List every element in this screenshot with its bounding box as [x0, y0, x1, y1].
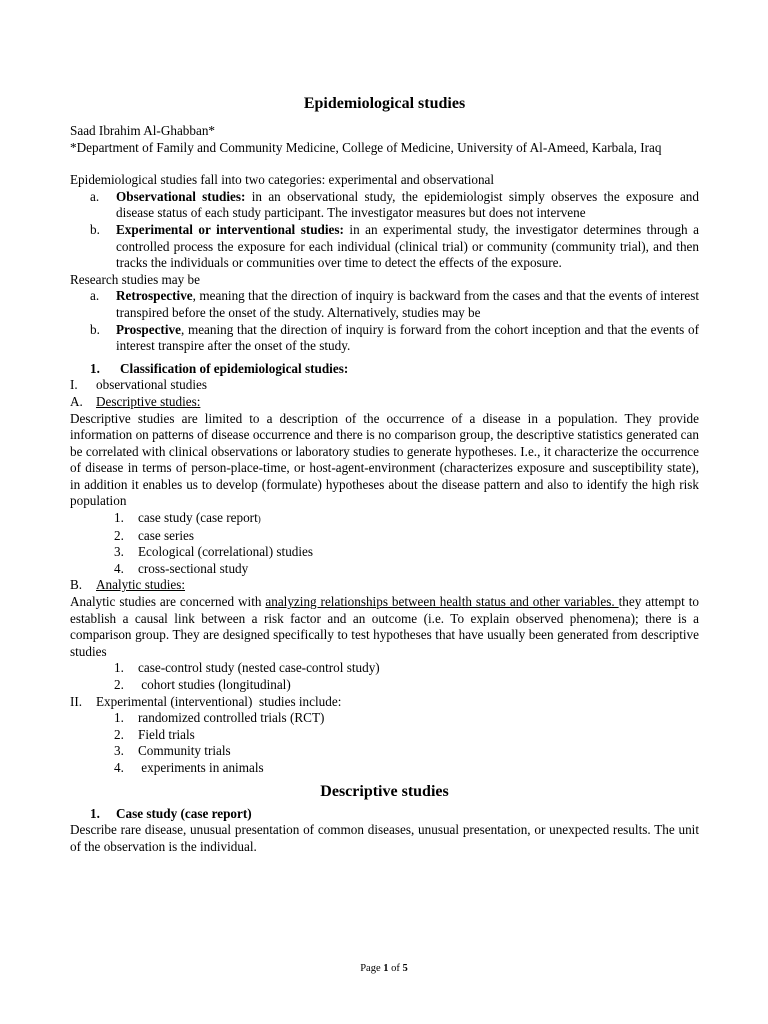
list-text: case study (case report	[138, 510, 258, 526]
list-text: Ecological (correlational) studies	[138, 544, 314, 560]
analytic-text-before: Analytic studies are concerned with	[70, 594, 266, 610]
list-item	[114, 677, 699, 694]
analytic-label: Analytic studies:	[96, 577, 186, 593]
research-term: Retrospective	[116, 288, 193, 304]
document-title: Epidemiological studies	[303, 95, 466, 112]
descriptive-heading	[70, 394, 699, 411]
research-text: , meaning that the direction of inquiry is forward from the cohort inception and that the events of interest transpire after the onset of the study.	[116, 321, 699, 354]
category-term: Observational studies:	[116, 188, 246, 204]
list-marker: 4.	[114, 759, 124, 775]
list-marker: 3.	[114, 743, 124, 759]
analytic-text-underlined: analyzing relationships between health status and other variables.	[265, 594, 619, 610]
list-text: randomized controlled trials (RCT)	[138, 710, 325, 726]
list-marker: 1.	[114, 510, 124, 526]
page-of-label: of	[388, 963, 403, 974]
page-total: 5	[402, 963, 408, 974]
letter-marker: B.	[70, 577, 83, 593]
spacer	[70, 156, 699, 172]
list-item	[114, 660, 699, 677]
list-item	[114, 544, 699, 561]
author-name: Saad Ibrahim Al-Ghabban*	[70, 123, 216, 138]
subsection-heading	[90, 806, 699, 823]
list-item	[114, 561, 699, 578]
list-marker: b.	[90, 221, 100, 237]
classification-heading	[90, 361, 699, 378]
list-marker: 2.	[114, 677, 124, 692]
list-text: case-control study (nested case-control study)	[138, 660, 380, 676]
list-item	[114, 743, 699, 760]
case-study-paragraph: Describe rare disease, unusual presentation of common diseases, unusual presentation, or unexpected results. The unit of the observation is the individual.	[70, 822, 699, 854]
list-text: Community trials	[138, 743, 231, 759]
list-item	[114, 760, 699, 777]
list-text: case series	[138, 527, 195, 543]
heading-number: 1.	[90, 360, 100, 376]
heading-text: Case study (case report)	[116, 805, 252, 821]
research-text: , meaning that the direction of inquiry is backward from the cases and that the events of interest transpired before the onset of the study. Alternatively, studies may be	[116, 288, 699, 320]
category-item	[90, 222, 699, 272]
category-text: in an observational study, the epidemiologist simply observes the exposure and disease status of each study participant. The investigator measures but does not intervene	[116, 188, 699, 221]
list-marker: 1.	[114, 710, 124, 726]
heading-number: 1.	[90, 805, 100, 821]
category-item	[90, 189, 699, 222]
list-item	[114, 510, 699, 528]
list-marker: 2.	[114, 527, 124, 543]
research-type-item	[90, 288, 699, 321]
list-marker: 3.	[114, 544, 124, 560]
analytic-heading	[70, 577, 699, 594]
research-type-item	[90, 322, 699, 355]
descriptive-paragraph: Descriptive studies are limited to a description of the occurrence of a disease in a population. They provide information on patterns of disease occurrence and there is no comparison group, the descriptive statistics generated can be correlated with clinical observations or laboratory studies to generate hypotheses. I.e., it characterize the occurrence of disease in terms of person-place-time, or host-agent-environment (characterizes exposure and susceptibility state), in addition it enables us to develop (formulate) hypotheses about the disease pattern and also to identify the high risk population	[70, 410, 699, 509]
list-marker: 2.	[114, 726, 124, 742]
section-title: Descriptive studies	[320, 782, 449, 800]
experimental-label: Experimental (interventional) studies include:	[96, 693, 342, 709]
observational-label: observational studies	[96, 377, 207, 393]
author-affiliation: *Department of Family and Community Medicine, College of Medicine, University of Al-Ameed, Karbala, Iraq	[70, 139, 662, 155]
analytic-text-after: they attempt to establish a causal link between a risk factor and an outcome (i.e. To explain observed phenomena); there is a comparison group. They are designed specifically to test hypotheses that have usually been generated from descriptive studies	[70, 594, 699, 659]
document-page	[70, 94, 699, 855]
list-marker: b.	[90, 321, 100, 337]
list-marker: a.	[90, 288, 100, 304]
category-text: in an experimental study, the investigator determines through a controlled process the exposure for each individual (clinical trial) or community (community trial), and then tracks the individuals or communities over time to detect the effects of the exposure.	[116, 221, 699, 271]
experimental-heading	[70, 694, 699, 711]
letter-marker: A.	[70, 393, 83, 409]
list-marker: 1.	[114, 660, 124, 676]
list-marker: a.	[90, 188, 100, 204]
category-term: Experimental or interventional studies:	[116, 221, 344, 237]
descriptive-label: Descriptive studies:	[96, 393, 201, 409]
research-intro: Research studies may be	[70, 271, 201, 287]
list-text: experiments in animals	[138, 759, 264, 775]
list-item	[114, 710, 699, 727]
page-footer	[0, 963, 768, 975]
list-item	[114, 528, 699, 545]
intro-paragraph: Epidemiological studies fall into two categories: experimental and observational	[70, 172, 495, 188]
observational-heading	[70, 377, 699, 394]
heading-text: Classification of epidemiological studies:	[120, 360, 349, 376]
list-item	[114, 727, 699, 744]
list-text-suffix: )	[257, 514, 261, 525]
list-text: cohort studies (longitudinal)	[138, 677, 291, 692]
research-term: Prospective	[116, 321, 181, 337]
page-label: Page	[360, 963, 384, 974]
page-current: 1	[383, 963, 389, 974]
list-text: cross-sectional study	[138, 560, 249, 576]
analytic-paragraph	[70, 594, 699, 660]
roman-marker: II.	[70, 693, 83, 709]
list-marker: 4.	[114, 560, 124, 576]
list-text: Field trials	[138, 726, 195, 742]
roman-marker: I.	[70, 377, 78, 393]
